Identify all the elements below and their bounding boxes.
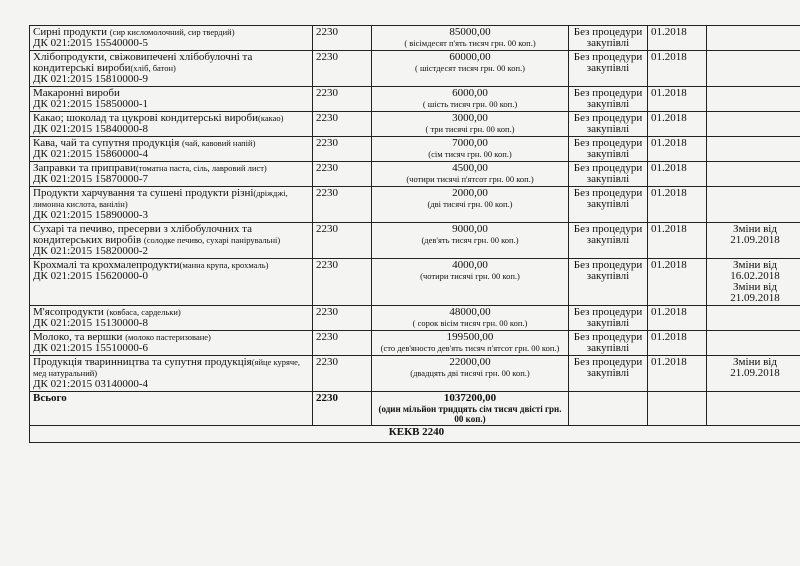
item-name: Молоко, та вершки xyxy=(33,331,126,343)
item-name: Макаронні вироби xyxy=(33,87,120,99)
total-date-cell xyxy=(648,392,707,426)
item-code: ДК 021:2015 03140000-4 xyxy=(33,378,149,390)
item-amount-words: (дев'ять тисяч грн. 00 коп.) xyxy=(421,235,519,245)
item-date: 01.2018 xyxy=(648,26,707,51)
item-amount-words: ( вісімдесят п'ять тисяч грн. 00 коп.) xyxy=(404,38,536,48)
item-date: 01.2018 xyxy=(648,51,707,87)
item-code: ДК 021:2015 15810000-9 xyxy=(33,73,149,85)
item-amount: 199500,00 xyxy=(446,331,494,343)
table-row xyxy=(30,356,800,392)
item-detail: (сир кисломолочний, сир твердий) xyxy=(109,27,235,37)
total-amount: 1037200,00 xyxy=(443,392,497,404)
table-row xyxy=(30,112,800,137)
item-procedure: Без процедури закупівлі xyxy=(569,356,648,392)
item-amount-words: ( шістдесят тисяч грн. 00 коп.) xyxy=(414,63,526,73)
item-name: Крохмалі та крохмалепродукти xyxy=(33,259,180,271)
item-sum-cell xyxy=(372,306,569,331)
item-procedure: Без процедури закупівлі xyxy=(569,87,648,112)
item-sum-cell xyxy=(372,356,569,392)
total-label: Всього xyxy=(30,392,313,426)
item-sum-cell xyxy=(372,112,569,137)
item-sum-cell xyxy=(372,223,569,259)
item-notes xyxy=(707,112,800,137)
table-row xyxy=(30,223,800,259)
item-code: ДК 021:2015 15850000-1 xyxy=(33,98,149,110)
item-amount: 7000,00 xyxy=(452,137,488,149)
item-detail: (яйце куряче, мед натуральний) xyxy=(33,357,301,378)
item-procedure: Без процедури закупівлі xyxy=(569,51,648,87)
change-note: Зміни від 21.09.2018 xyxy=(730,281,780,304)
item-name-cell xyxy=(30,87,313,112)
item-name: Какао; шоколад та цукрові кондитерські вироби xyxy=(33,112,259,124)
item-date: 01.2018 xyxy=(648,187,707,223)
item-name: Сирні продукти xyxy=(33,26,110,38)
item-amount: 2000,00 xyxy=(452,187,488,199)
item-amount-words: (сто дев'яносто дев'ять тисяч п'ятсот грн. 00 коп.) xyxy=(380,343,560,353)
item-date: 01.2018 xyxy=(648,112,707,137)
item-kekv: 2230 xyxy=(313,223,372,259)
item-kekv: 2230 xyxy=(313,356,372,392)
item-detail: (какао) xyxy=(258,113,284,123)
item-kekv: 2230 xyxy=(313,331,372,356)
item-name: Продукти харчування та сушені продукти різні xyxy=(33,187,254,199)
procurement-table xyxy=(29,25,800,443)
item-code: ДК 021:2015 15620000-0 xyxy=(33,270,149,282)
item-detail: (хліб, батон) xyxy=(130,63,176,73)
item-notes xyxy=(707,162,800,187)
item-notes xyxy=(707,331,800,356)
item-date: 01.2018 xyxy=(648,162,707,187)
item-amount: 4500,00 xyxy=(452,162,488,174)
item-amount-words: (чотири тисячі грн. 00 коп.) xyxy=(420,271,520,281)
item-name-cell xyxy=(30,306,313,331)
item-name: Хлібопродукти, свіжовипечені хлібобулочні та кондитерські вироби xyxy=(33,51,253,74)
item-name-cell xyxy=(30,137,313,162)
item-notes xyxy=(707,187,800,223)
item-name: Сухарі та печиво, пресерви з хлібобулочних та кондитерських виробів xyxy=(33,223,253,246)
item-notes xyxy=(707,259,800,306)
item-date: 01.2018 xyxy=(648,331,707,356)
item-procedure: Без процедури закупівлі xyxy=(569,223,648,259)
item-kekv: 2230 xyxy=(313,87,372,112)
item-notes xyxy=(707,306,800,331)
item-detail: (чай, кавовий напій) xyxy=(182,138,256,148)
item-name-cell xyxy=(30,259,313,306)
item-sum-cell xyxy=(372,187,569,223)
total-sum xyxy=(372,392,569,426)
table-row xyxy=(30,259,800,306)
item-procedure: Без процедури закупівлі xyxy=(569,306,648,331)
item-sum-cell xyxy=(372,26,569,51)
change-note: Зміни від 21.09.2018 xyxy=(730,356,780,379)
item-detail: (дріжджі, лимонна кислота, ванілін) xyxy=(33,188,288,209)
item-notes xyxy=(707,356,800,392)
item-code: ДК 021:2015 15840000-8 xyxy=(33,123,149,135)
item-name: Продукція тваринництва та супутня продукція xyxy=(33,356,252,368)
item-procedure: Без процедури закупівлі xyxy=(569,259,648,306)
item-procedure: Без процедури закупівлі xyxy=(569,162,648,187)
item-kekv: 2230 xyxy=(313,306,372,331)
item-amount: 6000,00 xyxy=(452,87,488,99)
total-procedure-cell xyxy=(569,392,648,426)
total-kekv: 2230 xyxy=(313,392,372,426)
item-procedure: Без процедури закупівлі xyxy=(569,112,648,137)
item-detail: (солодке печиво, сухарі панірувальні) xyxy=(143,235,281,245)
item-kekv: 2230 xyxy=(313,26,372,51)
item-code: ДК 021:2015 15820000-2 xyxy=(33,245,149,257)
item-date: 01.2018 xyxy=(648,306,707,331)
item-code: ДК 021:2015 15510000-6 xyxy=(33,342,149,354)
item-amount-words: ( сорок вісім тисяч грн. 00 коп.) xyxy=(412,318,528,328)
item-name-cell xyxy=(30,162,313,187)
table-row xyxy=(30,51,800,87)
item-name: Заправки та приправи xyxy=(33,162,136,174)
table-row xyxy=(30,137,800,162)
item-detail: (ковбаса, сардельки) xyxy=(106,307,181,317)
item-detail: (молоко пастеризоване) xyxy=(125,332,211,342)
item-notes xyxy=(707,26,800,51)
item-sum-cell xyxy=(372,259,569,306)
item-procedure: Без процедури закупівлі xyxy=(569,137,648,162)
item-procedure: Без процедури закупівлі xyxy=(569,26,648,51)
item-name-cell xyxy=(30,26,313,51)
item-name-cell xyxy=(30,187,313,223)
item-name-cell xyxy=(30,51,313,87)
item-detail: (томатна паста, сіль, лавровий лист) xyxy=(135,163,267,173)
change-note: Зміни від 21.09.2018 xyxy=(730,223,780,246)
item-sum-cell xyxy=(372,137,569,162)
item-sum-cell xyxy=(372,51,569,87)
item-sum-cell xyxy=(372,331,569,356)
item-amount: 22000,00 xyxy=(449,356,491,368)
item-amount: 85000,00 xyxy=(449,26,491,38)
item-name-cell xyxy=(30,112,313,137)
item-code: ДК 021:2015 15130000-8 xyxy=(33,317,149,329)
table-row xyxy=(30,162,800,187)
item-amount: 48000,00 xyxy=(449,306,491,318)
total-note-cell xyxy=(707,392,800,426)
item-notes xyxy=(707,51,800,87)
item-date: 01.2018 xyxy=(648,137,707,162)
item-name-cell xyxy=(30,356,313,392)
item-code: ДК 021:2015 15890000-3 xyxy=(33,209,149,221)
item-date: 01.2018 xyxy=(648,87,707,112)
item-detail: (манна крупа, крохмаль) xyxy=(179,260,269,270)
item-date: 01.2018 xyxy=(648,223,707,259)
item-procedure: Без процедури закупівлі xyxy=(569,187,648,223)
item-kekv: 2230 xyxy=(313,259,372,306)
total-amount-words: (один мільйон тридцять сім тисяч двісті грн. 00 коп.) xyxy=(378,404,562,424)
item-sum-cell xyxy=(372,87,569,112)
item-amount: 4000,00 xyxy=(452,259,488,271)
item-date: 01.2018 xyxy=(648,356,707,392)
item-kekv: 2230 xyxy=(313,137,372,162)
item-amount: 60000,00 xyxy=(449,51,491,63)
item-amount-words: ( шість тисяч грн. 00 коп.) xyxy=(422,99,518,109)
kekv-section-row xyxy=(30,426,800,443)
item-sum-cell xyxy=(372,162,569,187)
table-row xyxy=(30,187,800,223)
table-row xyxy=(30,331,800,356)
item-notes xyxy=(707,137,800,162)
item-amount-words: (двадцять дві тисячі грн. 00 коп.) xyxy=(410,368,530,378)
table-row xyxy=(30,306,800,331)
item-notes xyxy=(707,223,800,259)
change-note: Зміни від 16.02.2018 xyxy=(730,259,780,282)
item-amount: 3000,00 xyxy=(452,112,488,124)
item-date: 01.2018 xyxy=(648,259,707,306)
item-name-cell xyxy=(30,223,313,259)
item-amount-words: ( три тисячі грн. 00 коп.) xyxy=(425,124,515,134)
item-kekv: 2230 xyxy=(313,187,372,223)
table-row xyxy=(30,26,800,51)
item-kekv: 2230 xyxy=(313,51,372,87)
item-kekv: 2230 xyxy=(313,112,372,137)
table-row xyxy=(30,87,800,112)
kekv-section-label: КЕКВ 2240 xyxy=(30,426,800,443)
item-amount-words: (дві тисячі грн. 00 коп.) xyxy=(427,199,513,209)
item-name-cell xyxy=(30,331,313,356)
item-procedure: Без процедури закупівлі xyxy=(569,331,648,356)
item-code: ДК 021:2015 15860000-4 xyxy=(33,148,149,160)
item-code: ДК 021:2015 15870000-7 xyxy=(33,173,149,185)
item-amount-words: (сім тисяч грн. 00 коп.) xyxy=(428,149,512,159)
item-code: ДК 021:2015 15540000-5 xyxy=(33,37,149,49)
item-kekv: 2230 xyxy=(313,162,372,187)
item-notes xyxy=(707,87,800,112)
item-amount-words: (чотири тисячі п'ятсот грн. 00 коп.) xyxy=(406,174,534,184)
item-name: М'ясопродукти xyxy=(33,306,107,318)
item-amount: 9000,00 xyxy=(452,223,488,235)
item-name: Кава, чай та супутня продукція xyxy=(33,137,183,149)
total-row xyxy=(30,392,800,426)
